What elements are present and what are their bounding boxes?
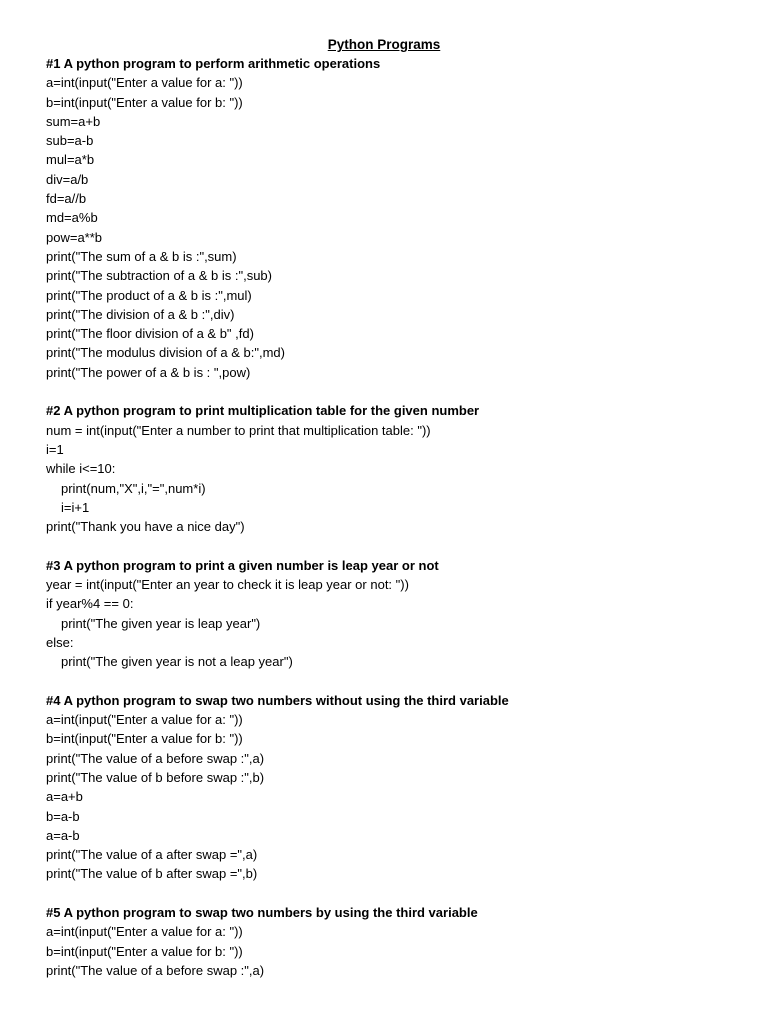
code-line: b=int(input("Enter a value for b: ")) xyxy=(46,731,243,747)
code-line: b=int(input("Enter a value for b: ")) xyxy=(46,943,243,959)
code-line: print("The power of a & b is : ",pow) xyxy=(46,364,251,380)
section-4 xyxy=(46,691,746,884)
code-line: print("The given year is not a leap year") xyxy=(61,654,293,670)
code-line: print("The product of a & b is :",mul) xyxy=(46,287,252,303)
code-line: print("The subtraction of a & b is :",sub) xyxy=(46,268,272,284)
code-line: a=a+b xyxy=(46,789,83,805)
code-line: md=a%b xyxy=(46,210,98,226)
code-line: sum=a+b xyxy=(46,113,101,129)
code-line: b=a-b xyxy=(46,808,80,824)
section-heading: #1 A python program to perform arithmetic operations xyxy=(46,56,381,71)
code-line: print("The value of b before swap :",b) xyxy=(46,769,265,785)
code-line: print("The value of b after swap =",b) xyxy=(46,866,258,882)
code-line: div=a/b xyxy=(46,171,89,187)
page-title: Python Programs xyxy=(327,37,441,52)
section-heading: #4 A python program to swap two numbers without using the third variable xyxy=(46,692,509,708)
code-line: print("The floor division of a & b" ,fd) xyxy=(46,326,254,342)
code-line: print("The modulus division of a & b:",md) xyxy=(46,345,285,361)
section-2 xyxy=(46,401,746,536)
code-line: b=int(input("Enter a value for b: ")) xyxy=(46,94,243,110)
code-line: if year%4 == 0: xyxy=(46,596,134,612)
code-line: print(num,"X",i,"=",num*i) xyxy=(61,480,206,496)
code-line: print("The value of a before swap :",a) xyxy=(46,750,265,766)
code-line: i=1 xyxy=(46,441,64,457)
code-line: else: xyxy=(46,634,74,650)
code-line: print("The sum of a & b is :",sum) xyxy=(46,248,237,264)
code-line: print("The value of a after swap =",a) xyxy=(46,847,258,863)
code-line: sub=a-b xyxy=(46,133,94,149)
code-line: pow=a**b xyxy=(46,229,103,245)
code-line: print("Thank you have a nice day") xyxy=(46,519,245,535)
blank-line xyxy=(46,536,746,555)
code-line: num = int(input("Enter a number to print that multiplication table: ")) xyxy=(46,422,431,438)
code-line: print("The value of a before swap :",a) xyxy=(46,962,265,978)
code-line: a=a-b xyxy=(46,827,80,843)
blank-line xyxy=(46,382,746,401)
blank-line xyxy=(46,884,746,903)
code-line: print("The division of a & b :",div) xyxy=(46,306,235,322)
code-line: i=i+1 xyxy=(61,499,90,515)
code-line: year = int(input("Enter an year to check it is leap year or not: ")) xyxy=(46,577,409,593)
code-line: a=int(input("Enter a value for a: ")) xyxy=(46,75,243,91)
code-line: fd=a//b xyxy=(46,191,87,207)
section-1 xyxy=(46,54,746,382)
section-heading: #5 A python program to swap two numbers by using the third variable xyxy=(46,905,478,921)
code-line: a=int(input("Enter a value for a: ")) xyxy=(46,712,243,728)
blank-line xyxy=(46,672,746,691)
section-5 xyxy=(46,903,746,980)
document-body xyxy=(46,54,746,980)
code-line: a=int(input("Enter a value for a: ")) xyxy=(46,924,243,940)
code-line: print("The given year is leap year") xyxy=(61,615,261,631)
section-3 xyxy=(46,556,746,672)
section-heading: #3 A python program to print a given number is leap year or not xyxy=(46,557,439,573)
section-heading: #2 A python program to print multiplication table for the given number xyxy=(46,403,480,419)
code-line: while i<=10: xyxy=(46,461,116,477)
code-line: mul=a*b xyxy=(46,152,95,168)
